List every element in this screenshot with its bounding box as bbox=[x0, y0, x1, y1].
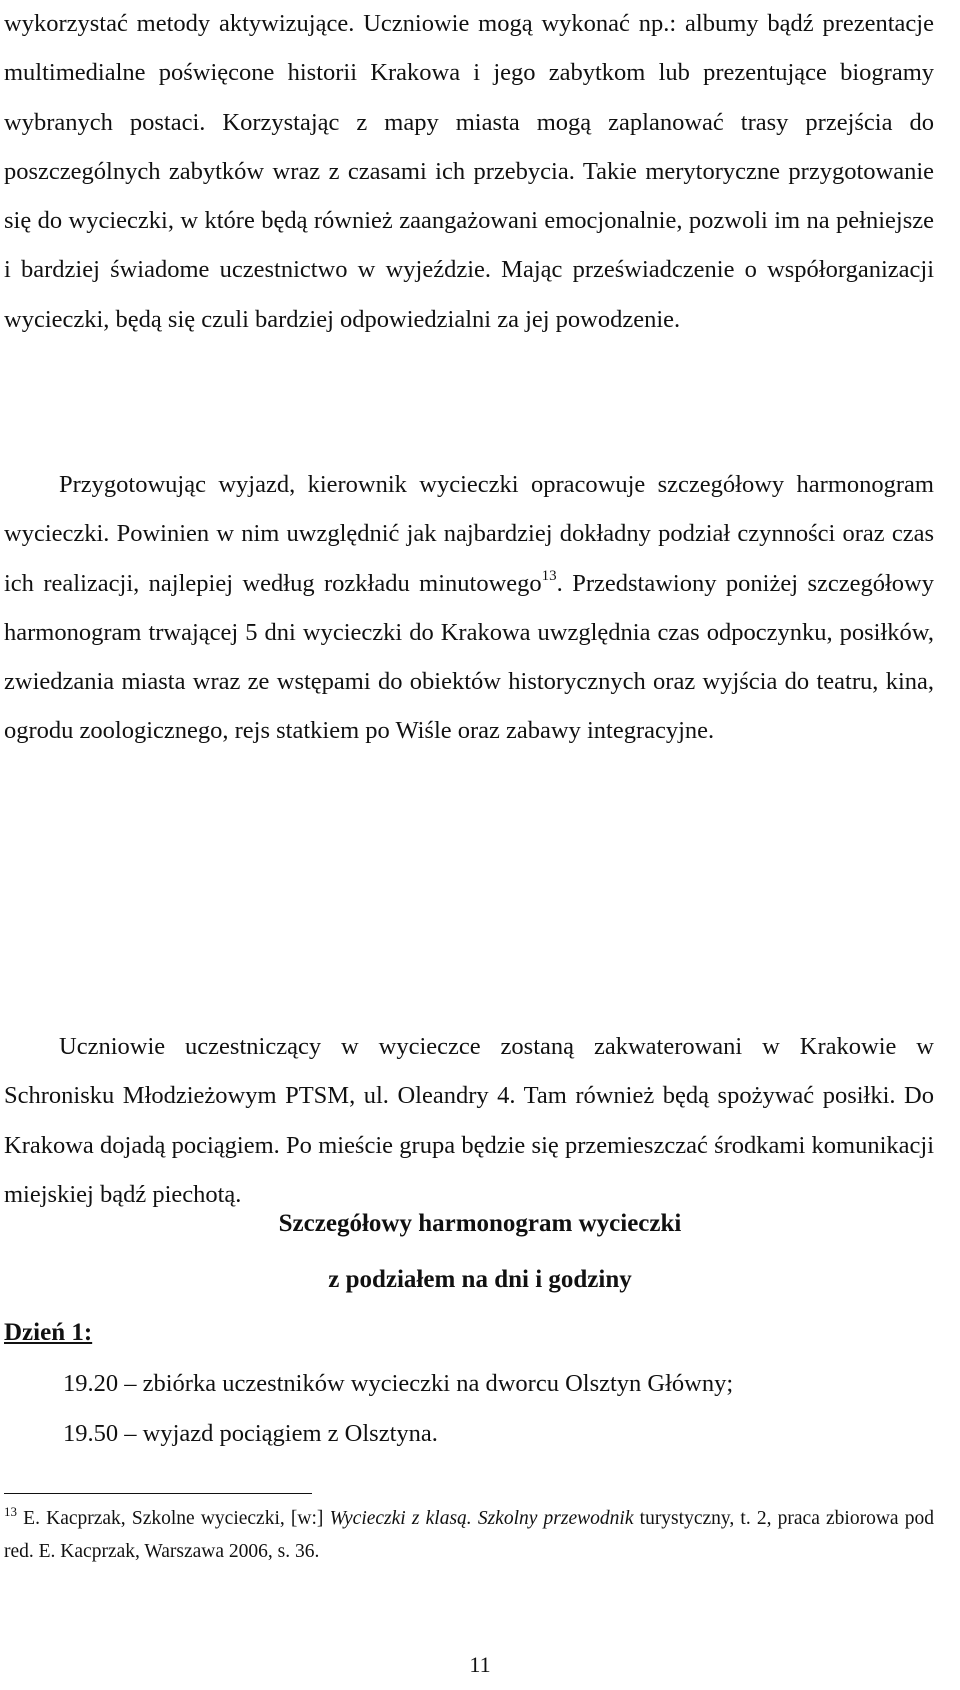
footnote-text-a: E. Kacprzak, Szkolne wycieczki, [w:] bbox=[17, 1508, 330, 1529]
paragraph-activation-methods bbox=[4, 0, 934, 344]
paragraph-2-text-b: . Przedstawiony poniżej szczegółowy harmonogram trwającej 5 dni wycieczki do Krakowa uwzględnia czas odpoczynku, posiłków, zwiedzania miasta wraz ze wstępami do obiektów historycznych oraz wyjścia do teatru, kina, ogrodu zoologicznego, rejs statkiem po Wiśle oraz zabawy integracyjne. bbox=[4, 569, 934, 745]
footnote-number: 13 bbox=[4, 1504, 17, 1519]
section-title-line-2: z podziałem na dni i godziny bbox=[328, 1266, 632, 1293]
section-title-line-1: Szczegółowy harmonogram wycieczki bbox=[278, 1210, 682, 1237]
paragraph-2-text-a: Przygotowując wyjazd, kierownik wycieczki opracowuje szczegółowy harmonogram wycieczki. Powinien w nim uwzględnić jak najbardziej dokładny podział czynności oraz czas ich realizacji, najlepiej według rozkładu minutowego bbox=[4, 471, 934, 597]
footnote bbox=[4, 1502, 934, 1568]
day-1-label: Dzień 1: bbox=[4, 1319, 93, 1346]
footnote-separator bbox=[4, 1493, 312, 1494]
schedule-item: 19.20 – zbiórka uczestników wycieczki na dworcu Olsztyn Główny; bbox=[63, 1370, 734, 1397]
page-number: 11 bbox=[469, 1652, 491, 1677]
paragraph-1-text: wykorzystać metody aktywizujące. Uczniowie mogą wykonać np.: albumy bądź prezentacje multimedialne poświęcone historii Krakowa i jego zabytkom lub prezentujące biogramy wybranych postaci. Korzystając z mapy miasta mogą zaplanować trasy przejścia do poszczególnych zabytków wraz z czasami ich przebycia. Takie merytoryczne przygotowanie się do wycieczki, w które będą również zaangażowani emocjonalnie, pozwoli im na pełniejsze i bardziej świadome uczestnictwo w wyjeździe. Mając przeświadczenie o współorganizacji wycieczki, będą się czuli bardziej odpowiedzialni za jej powodzenie. bbox=[4, 10, 934, 333]
paragraph-accommodation bbox=[4, 1022, 934, 1219]
footnote-reference[interactable]: 13 bbox=[541, 567, 557, 584]
footnote-text-b: turystyczny, t. 2, praca zbiorowa pod red. E. Kacprzak, Warszawa 2006, s. 36. bbox=[4, 1508, 934, 1562]
paragraph-trip-schedule bbox=[4, 460, 934, 756]
paragraph-3-text: Uczniowie uczestniczący w wycieczce zostaną zakwaterowani w Krakowie w Schronisku Młodzieżowym PTSM, ul. Oleandry 4. Tam również będą spożywać posiłki. Do Krakowa dojadą pociągiem. Po mieście grupa będzie się przemieszczać środkami komunikacji miejskiej bądź piechotą. bbox=[4, 1033, 934, 1208]
footnote-book-title: Wycieczki z klasą. Szkolny przewodnik bbox=[329, 1508, 634, 1529]
schedule-item: 19.50 – wyjazd pociągiem z Olsztyna. bbox=[63, 1420, 438, 1447]
